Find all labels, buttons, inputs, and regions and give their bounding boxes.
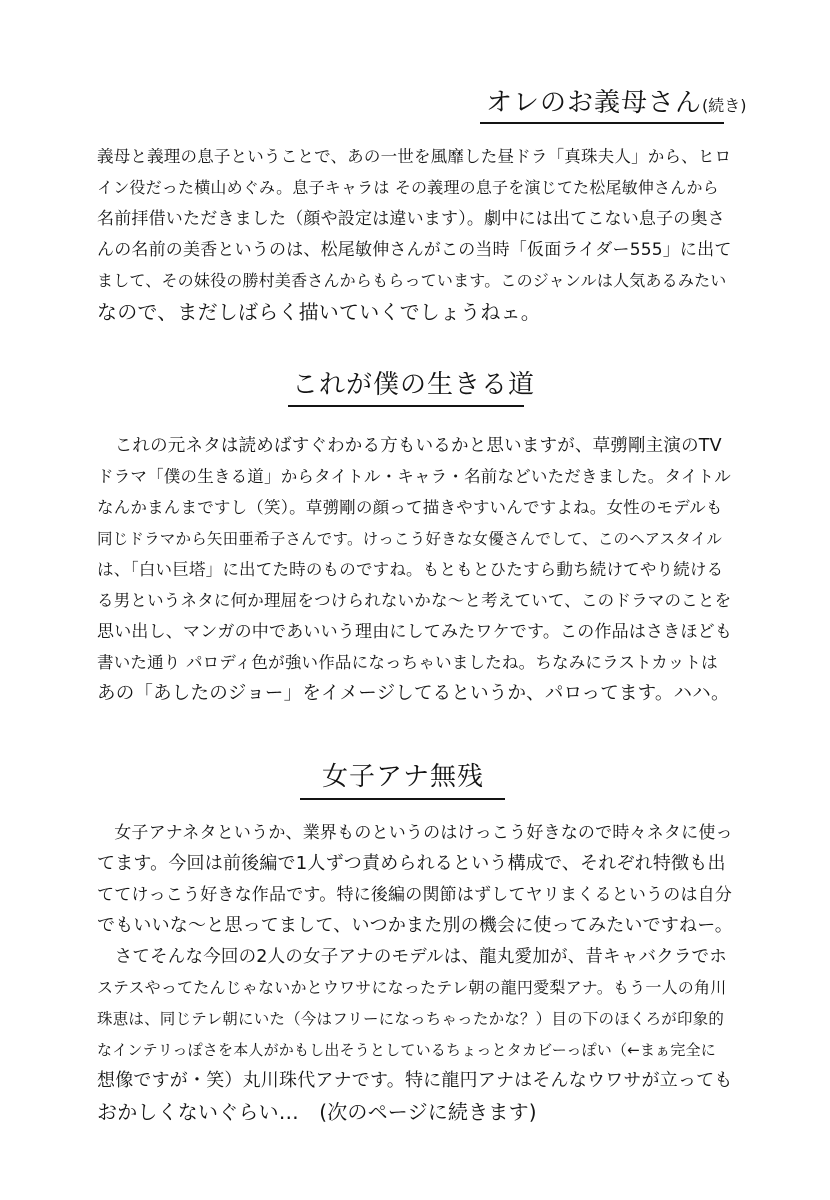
section-title-text: オレのお義母さん xyxy=(486,88,703,118)
body-line: ステスやってたんじゃないかとウワサになったテレ朝の龍円愛梨アナ。もう一人の角川 xyxy=(97,978,727,997)
section-title-ore-no-ogibosan xyxy=(486,86,747,123)
body-line: 書いた通り パロディ色が強い作品になっちゃいましたね。ちなみにラストカットは xyxy=(97,653,718,672)
section-title-underline xyxy=(480,122,724,124)
body-line: イン役だった横山めぐみ。息子キャラは その義理の息子を演じてた松尾敏伸さんから xyxy=(97,178,719,197)
section-title-suffix: (続き) xyxy=(702,96,747,115)
body-line: まして、その妹役の勝村美香さんからもらっています。このジャンルは人気あるみたい xyxy=(97,271,727,290)
body-line: ドラマ「僕の生きる道」からタイトル・キャラ・名前などいただきました。タイトル xyxy=(97,467,731,486)
body-line: 名前拝借いただきました（顔や設定は違います）。劇中には出てこない息子の奥さ xyxy=(97,209,725,229)
section-title-joshi-ana-muzan: 女子アナ無残 xyxy=(322,762,485,792)
body-line: る男というネタに何か理屈をつけられないかな〜と考えていて、このドラマのことを xyxy=(97,591,732,610)
body-line: 珠恵は、同じテレ朝にいた（今はフリーになっちゃったかな？）目の下のほくろが印象的 xyxy=(97,1010,725,1028)
body-line: んの名前の美香というのは、松尾敏伸さんがこの当時「仮面ライダー555」に出て xyxy=(97,240,732,260)
body-line: これの元ネタは読めばすぐわかる方もいるかと思いますが、草彅剛主演のTV xyxy=(97,436,722,456)
body-line: 同じドラマから矢田亜希子さんです。けっこう好きな女優さんでして、このヘアスタイル xyxy=(97,530,723,548)
body-line: 義母と義理の息子ということで、あの一世を風靡した昼ドラ「真珠夫人」から、ヒロ xyxy=(97,147,732,166)
body-line: は、「白い巨塔」に出てた時のものですね。もともとひたすら動ち続けてやり続ける xyxy=(97,560,724,579)
body-line: てます。今回は前後編で1人ずつ責められるという構成で、それぞれ特徴も出 xyxy=(97,853,726,874)
section-title-underline xyxy=(288,405,524,407)
body-line: 思い出し、マンガの中であいいう理由にしてみたワケです。この作品はさきほども xyxy=(97,622,733,642)
section-title-kore-ga-boku-no-ikiru-michi: これが僕の生きる道 xyxy=(292,370,536,400)
section-title-underline xyxy=(300,798,505,800)
body-line: おかしくないぐらい… (次のページに続きます) xyxy=(97,1100,537,1124)
body-line: さてそんな今回の2人の女子アナのモデルは、龍丸愛加が、昔キャバクラでホ xyxy=(97,947,727,967)
body-line: 想像ですが・笑）丸川珠代アナです。特に龍円アナはそんなウワサが立っても xyxy=(97,1070,733,1091)
body-line: 女子アナネタというか、業界ものというのはけっこう好きなので時々ネタに使っ xyxy=(97,823,733,843)
body-line: なんかまんまですし（笑）。草彅剛の顔って描きやすいんですよね。女性のモデルも xyxy=(97,498,723,517)
body-line: ててけっこう好きな作品です。特に後編の関節はずしてヤリまくるというのは自分 xyxy=(97,885,733,905)
body-line: あの「あしたのジョー」をイメージしてるというか、パロってます。ハハ。 xyxy=(97,683,730,704)
body-line: なインテリっぽさを本人がかもし出そうとしているちょっとタカビーっぽい（←まぁ完全に xyxy=(97,1041,716,1059)
body-line: でもいいな〜と思ってまして、いつかまた別の機会に使ってみたいですねー。 xyxy=(97,915,733,936)
body-line: なので、まだしばらく描いていくでしょうねェ。 xyxy=(97,300,541,324)
